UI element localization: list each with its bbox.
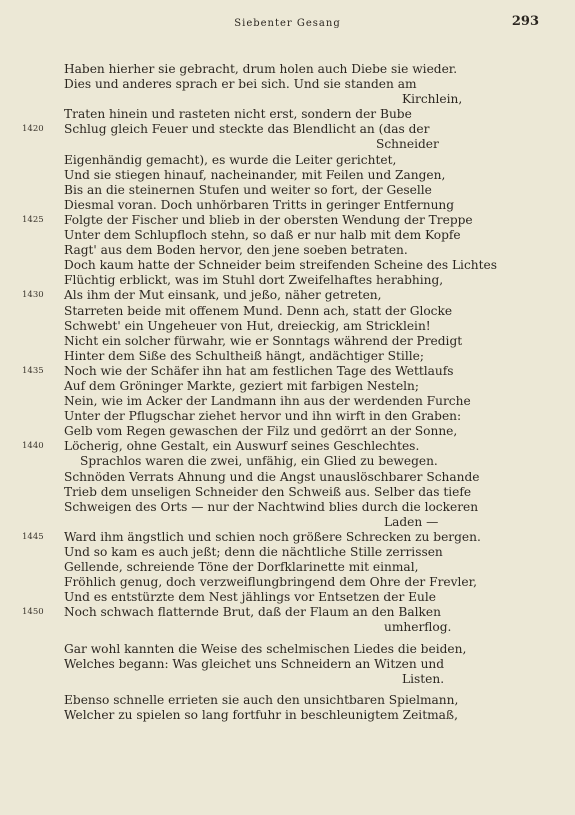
verse-line-text: Gellende, schreiende Töne der Dorfklarinette mit einmal, xyxy=(64,560,419,575)
verse-line-text: Flüchtig erblickt, was im Stuhl dort Zweifelhaftes herabhing, xyxy=(64,273,444,288)
line-number: 1445 xyxy=(22,531,44,542)
verse-line-text: Noch wie der Schäfer ihn hat am festlichen Tage des Wettlaufs xyxy=(64,363,454,378)
verse-line-text: Schweigen des Orts — nur der Nachtwind blies durch die lockeren xyxy=(64,499,479,514)
verse-line xyxy=(0,92,575,107)
verse-line xyxy=(0,349,575,364)
verse-body xyxy=(0,62,575,723)
verse-line xyxy=(0,424,575,439)
verse-line-text: Gelb vom Regen gewaschen der Filz und gedörrt an der Sonne, xyxy=(64,424,458,439)
verse-line xyxy=(0,545,575,560)
verse-line xyxy=(0,107,575,122)
verse-line-continuation: Kirchlein, xyxy=(402,92,463,107)
verse-line xyxy=(0,77,575,92)
verse-line-text: Schnöden Verrats Ahnung und die Angst unauslöschbarer Schande xyxy=(64,469,480,484)
verse-line-continuation: Laden — xyxy=(384,514,439,529)
verse-line xyxy=(0,605,575,620)
verse-line-text: Ebenso schnelle errieten sie auch den unsichtbaren Spielmann, xyxy=(64,692,459,707)
verse-line xyxy=(0,409,575,424)
verse-line xyxy=(0,273,575,288)
verse-line xyxy=(0,470,575,485)
verse-line-text: Nein, wie im Acker der Landmann ihn aus der werdenden Furche xyxy=(64,394,471,409)
verse-line-text: Folgte der Fischer und blieb in der obersten Wendung der Treppe xyxy=(64,212,473,227)
verse-line-continuation: Schneider xyxy=(376,137,439,152)
verse-line-text: Diesmal voran. Doch unhörbaren Tritts in geringer Entfernung xyxy=(64,197,455,212)
verse-line-text: Als ihm der Mut einsank, und jeßo, näher getreten, xyxy=(64,288,382,303)
verse-line xyxy=(0,575,575,590)
verse-line xyxy=(0,500,575,515)
verse-line xyxy=(0,243,575,258)
verse-line xyxy=(0,364,575,379)
verse-line xyxy=(0,708,575,723)
verse-line-text: Hinter dem Siße des Schultheiß hängt, andächtiger Stille; xyxy=(64,348,424,363)
verse-line xyxy=(0,168,575,183)
verse-line-text: Ragt' aus dem Boden hervor, den jene soeben betraten. xyxy=(64,243,408,258)
line-number: 1440 xyxy=(22,441,44,452)
verse-line-text: Schwebt' ein Ungeheuer von Hut, dreieckig, am Stricklein! xyxy=(64,318,431,333)
verse-line-text: Welcher zu spielen so lang fortfuhr in beschleunigtem Zeitmaß, xyxy=(64,707,458,722)
verse-line xyxy=(0,439,575,454)
verse-line xyxy=(0,515,575,530)
page-number: 293 xyxy=(511,14,539,29)
verse-line-continuation: Listen. xyxy=(402,671,445,686)
verse-line-text: Haben hierher sie gebracht, drum holen auch Diebe sie wieder. xyxy=(64,62,458,76)
verse-line-text: Auf dem Gröninger Markte, geziert mit farbigen Nesteln; xyxy=(64,378,420,393)
verse-line-text: Noch schwach flatternde Brut, daß der Flaum an den Balken xyxy=(64,605,441,620)
verse-line-text: Löcherig, ohne Gestalt, ein Auswurf seines Geschlechtes. xyxy=(64,439,420,454)
verse-line xyxy=(0,319,575,334)
verse-line xyxy=(0,642,575,657)
line-number: 1435 xyxy=(22,365,44,376)
verse-line-text: Schlug gleich Feuer und steckte das Blendlicht an (das der xyxy=(64,122,430,137)
verse-line xyxy=(0,137,575,152)
verse-line xyxy=(0,183,575,198)
verse-line-text: Starreten beide mit offenem Mund. Denn ach, statt der Glocke xyxy=(64,303,453,318)
verse-line xyxy=(0,394,575,409)
verse-line-text: Ward ihm ängstlich und schien noch größere Schrecken zu bergen. xyxy=(64,529,481,544)
line-number: 1425 xyxy=(22,214,44,225)
verse-line xyxy=(0,198,575,213)
line-number: 1450 xyxy=(22,607,44,618)
page-header xyxy=(0,14,575,34)
verse-line xyxy=(0,560,575,575)
verse-line-continuation: umherflog. xyxy=(384,620,452,635)
verse-line xyxy=(0,620,575,635)
verse-line-text: Gar wohl kannten die Weise des schelmischen Liedes die beiden, xyxy=(64,641,467,656)
verse-line xyxy=(0,657,575,672)
verse-line xyxy=(0,590,575,605)
verse-line-text: Dies und anderes sprach er bei sich. Und sie standen am xyxy=(64,77,417,92)
verse-line xyxy=(0,454,575,469)
line-number: 1420 xyxy=(22,124,44,135)
verse-line-text: Eigenhändig gemacht), es wurde die Leiter gerichtet, xyxy=(64,152,397,167)
verse-line xyxy=(0,228,575,243)
verse-line-text: Sprachlos waren die zwei, unfähig, ein Glied zu bewegen. xyxy=(80,454,438,469)
verse-line-text: Und so kam es auch jeßt; denn die nächtliche Stille zerrissen xyxy=(64,545,443,559)
verse-line xyxy=(0,153,575,168)
verse-line xyxy=(0,288,575,303)
verse-line-text: Trieb dem unseligen Schneider den Schweiß aus. Selber das tiefe xyxy=(64,484,472,499)
verse-line-text: Unter der Pflugschar ziehet hervor und ihn wirft in den Graben: xyxy=(64,409,462,424)
verse-line-text: Doch kaum hatte der Schneider beim streifenden Scheine des Lichtes xyxy=(64,258,497,273)
verse-line-text: Und sie stiegen hinauf, nacheinander, mit Feilen und Zangen, xyxy=(64,167,446,182)
verse-line-text: Und es entstürzte dem Nest jählings vor Entsetzen der Eule xyxy=(64,590,437,605)
verse-line xyxy=(0,62,575,77)
verse-line-text: Unter dem Schlupfloch stehn, so daß er nur halb mit dem Kopfe xyxy=(64,228,461,243)
verse-line-text: Fröhlich genug, doch verzweiflungbringend dem Ohre der Frevler, xyxy=(64,575,477,590)
verse-line-text: Nicht ein solcher fürwahr, wie er Sonntags während der Predigt xyxy=(64,333,463,348)
verse-line xyxy=(0,485,575,500)
verse-line xyxy=(0,334,575,349)
verse-line xyxy=(0,304,575,319)
verse-line-text: Traten hinein und rasteten nicht erst, sondern der Bube xyxy=(64,107,412,122)
verse-line xyxy=(0,122,575,137)
verse-line xyxy=(0,530,575,545)
verse-line xyxy=(0,213,575,228)
verse-line xyxy=(0,672,575,687)
line-number: 1430 xyxy=(22,290,44,301)
verse-line xyxy=(0,379,575,394)
verse-line xyxy=(0,258,575,273)
verse-line xyxy=(0,693,575,708)
verse-line-text: Bis an die steinernen Stufen und weiter so fort, der Geselle xyxy=(64,182,432,197)
running-title: Siebenter Gesang xyxy=(234,18,341,29)
verse-line-text: Welches begann: Was gleichet uns Schneidern an Witzen und xyxy=(64,656,445,671)
